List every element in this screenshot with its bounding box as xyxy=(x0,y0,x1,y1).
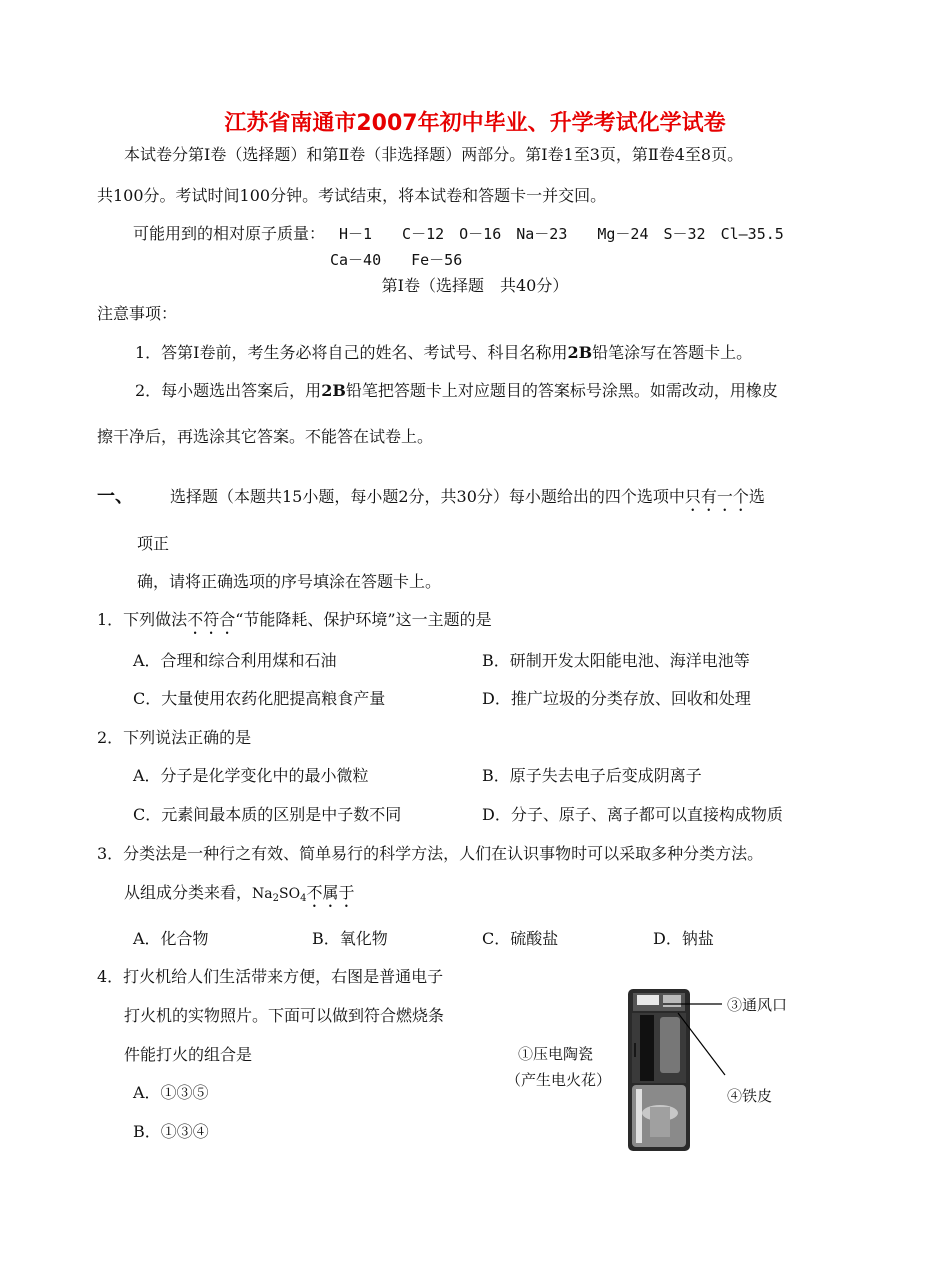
q4-option-b: B．①③④ xyxy=(133,1122,209,1141)
label-vent: ③通风口 xyxy=(727,996,788,1014)
label-spark: （产生电火花） xyxy=(506,1071,612,1089)
part-1-heading: 第Ⅰ卷（选择题 共40分） xyxy=(381,276,569,295)
q1-option-a: A．合理和综合利用煤和石油 xyxy=(133,651,337,670)
q4-line-3: 件能打火的组合是 xyxy=(124,1045,253,1064)
q2-option-d: D．分子、原子、离子都可以直接构成物质 xyxy=(482,805,783,824)
notes-heading: 注意事项： xyxy=(97,304,178,323)
section-1-line-3: 确，请将正确选项的序号填涂在答题卡上。 xyxy=(137,572,442,591)
note-2-pencil: 2B xyxy=(321,381,346,400)
atomic-masses-line-2: Ca－40 Fe－56 xyxy=(330,251,463,269)
intro-line-2: 共100分。考试时间100分钟。考试结束，将本试卷和答题卡一并交回。 xyxy=(97,186,607,205)
note-2-text-c: 铅笔把答题卡上对应题目的答案标号涂黑。如需改动，用橡皮 xyxy=(345,381,778,400)
q3-line-2 xyxy=(124,883,354,911)
section-1-line-2: 项正 xyxy=(137,534,170,553)
label-iron-sheet: ④铁皮 xyxy=(727,1087,773,1105)
q3-formula-na: Na xyxy=(252,886,273,902)
q3-stem: 3．分类法是一种行之有效、简单易行的科学方法，人们在认识事物时可以采取多种分类方法。 xyxy=(97,844,764,863)
intro-line-1: 本试卷分第Ⅰ卷（选择题）和第Ⅱ卷（非选择题）两部分。第Ⅰ卷1至3页，第Ⅱ卷4至8页。 xyxy=(124,145,744,164)
atomic-masses-line-1: H－1 C－12 O－16 Na－23 Mg－24 S－32 Cl—35.5 xyxy=(339,225,784,243)
q1-stem-b: “节能降耗、保护环境”这一主题的是 xyxy=(235,610,492,629)
q3-option-d: D．钠盐 xyxy=(653,929,714,948)
lighter-photo xyxy=(628,989,690,1151)
atomic-masses-label: 可能用到的相对原子质量： xyxy=(133,224,326,243)
q3-formula xyxy=(252,886,306,902)
q2-stem: 2．下列说法正确的是 xyxy=(97,728,252,747)
q4-option-a: A．①③⑤ xyxy=(133,1083,209,1102)
q3-formula-so: SO xyxy=(279,886,301,902)
section-1-emphasis: 只有一个 xyxy=(684,487,749,506)
q3-formula-sub-4: 4 xyxy=(300,893,307,904)
q3-emphasis: 不属于 xyxy=(306,883,355,902)
q2-option-c: C．元素间最本质的区别是中子数不同 xyxy=(133,805,402,824)
section-1-text-b: 选 xyxy=(748,487,765,506)
q1-stem-emphasis: 不符合 xyxy=(187,610,236,629)
note-2-text-a: 2．每小题选出答案后，用 xyxy=(135,381,322,400)
q3-formula-sub-2: 2 xyxy=(272,893,279,904)
section-1-text-a: 选择题（本题共15小题，每小题2分，共30分）每小题给出的四个选项中 xyxy=(170,487,685,506)
q3-option-a: A．化合物 xyxy=(133,929,209,948)
section-1-instructions xyxy=(170,487,765,515)
q4-line-2: 打火机的实物照片。下面可以做到符合燃烧条 xyxy=(124,1006,445,1025)
page-title: 江苏省南通市2007年初中毕业、升学考试化学试卷 xyxy=(224,111,726,136)
note-2-line-2: 擦干净后，再选涂其它答案。不能答在试卷上。 xyxy=(97,427,434,446)
q3-option-b: B．氧化物 xyxy=(312,929,388,948)
note-1 xyxy=(135,343,752,363)
note-1-pencil: 2B xyxy=(567,343,593,362)
label-piezo-ceramic: ①压电陶瓷 xyxy=(518,1045,594,1063)
q1-stem xyxy=(97,610,492,638)
note-1-text-a: 1．答第Ⅰ卷前，考生务必将自己的姓名、考试号、科目名称用 xyxy=(135,343,568,362)
q3-line-2-a: 从组成分类来看， xyxy=(124,883,253,902)
q4-line-1: 4．打火机给人们生活带来方便，右图是普通电子 xyxy=(97,967,444,986)
q2-option-b: B．原子失去电子后变成阴离子 xyxy=(482,766,702,785)
q3-option-c: C．硫酸盐 xyxy=(482,929,559,948)
q1-option-d: D．推广垃圾的分类存放、回收和处理 xyxy=(482,689,751,708)
q1-option-c: C．大量使用农药化肥提高粮食产量 xyxy=(133,689,386,708)
q1-stem-a: 1．下列做法 xyxy=(97,610,188,629)
q2-option-a: A．分子是化学变化中的最小微粒 xyxy=(133,766,369,785)
section-1-number: 一、 xyxy=(97,486,133,507)
note-2 xyxy=(135,381,778,401)
q1-option-b: B．研制开发太阳能电池、海洋电池等 xyxy=(482,651,750,670)
note-1-text-c: 铅笔涂写在答题卡上。 xyxy=(592,343,753,362)
